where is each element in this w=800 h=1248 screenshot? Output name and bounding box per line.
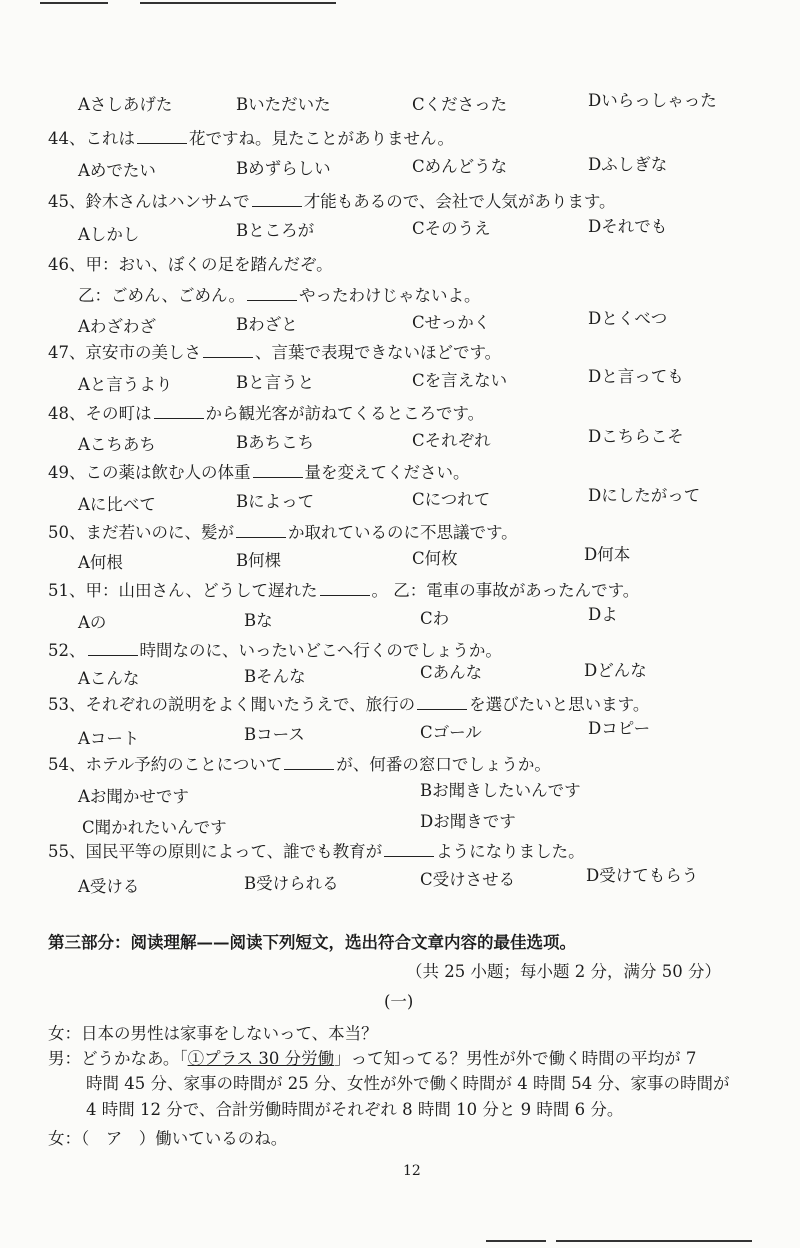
- q51-option-b: Bな: [244, 611, 273, 630]
- q49-option-a: Aに比べて: [78, 495, 156, 514]
- answer-blank: [253, 461, 303, 478]
- q54-option-d: Dお聞きです: [420, 812, 516, 831]
- q55-option-b: B受けられる: [244, 874, 339, 893]
- q51-option-a: Aの: [78, 613, 107, 632]
- q53-option-d: Dコピー: [588, 719, 651, 738]
- q51-option-c: Cわ: [420, 609, 450, 628]
- bottom-rule-right: [556, 1240, 752, 1242]
- q47-option-c: Cを言えない: [412, 371, 508, 390]
- answer-blank: [236, 521, 286, 538]
- answer-blank: [88, 639, 138, 656]
- page-number: 12: [403, 1163, 421, 1179]
- q55-option-d: D受けてもらう: [586, 866, 699, 885]
- q52-option-d: Dどんな: [584, 661, 647, 680]
- q48-option-c: Cそれぞれ: [412, 431, 491, 450]
- q45-option-d: Dそれでも: [588, 217, 668, 236]
- q55-option-c: C受けさせる: [420, 870, 516, 889]
- q45-option-a: Aしかし: [78, 225, 140, 244]
- q45-option-c: Cそのうえ: [412, 219, 491, 238]
- answer-blank: [384, 840, 434, 857]
- answer-blank: [137, 127, 187, 144]
- q49-stem: 49、この薬は飲む人の体重 量を変えてください。: [48, 463, 470, 482]
- q55-option-a: A受ける: [78, 877, 140, 896]
- q46-option-a: Aわざわざ: [78, 317, 156, 336]
- underlined-term: ①プラス 30 分労働: [187, 1049, 335, 1068]
- q44-stem: 44、これは 花ですね。見たことがありません。: [48, 129, 454, 148]
- answer-blank: [284, 753, 334, 770]
- q48-option-a: Aこちあち: [78, 435, 156, 454]
- q54-stem: 54、ホテル予約のことについて が、何番の窓口でしょうか。: [48, 755, 551, 774]
- q47-option-a: Aと言うより: [78, 375, 173, 394]
- q48-option-b: Bあちこち: [236, 433, 315, 452]
- q54-option-a: Aお聞かせです: [78, 787, 189, 806]
- q52-option-b: Bそんな: [244, 667, 306, 686]
- q54-option-c: C聞かれたいんです: [82, 818, 227, 837]
- q54-option-b: Bお聞きしたいんです: [420, 781, 581, 800]
- top-rule-left: [40, 2, 108, 4]
- q47-stem: 47、京安市の美しさ 、言葉で表現できないほどです。: [48, 343, 502, 362]
- q53-stem: 53、それぞれの説明をよく聞いたうえで、旅行の を選びたいと思います。: [48, 695, 650, 714]
- answer-blank: [203, 341, 253, 358]
- q43-option-b: Bいただいた: [236, 95, 331, 114]
- q50-option-a: A何根: [78, 553, 123, 572]
- section-3-title: 第三部分：阅读理解——阅读下列短文，选出符合文章内容的最佳选项。: [48, 933, 576, 952]
- dialog-line-1: 女：日本の男性は家事をしないって、本当？: [48, 1024, 378, 1043]
- q55-stem: 55、国民平等の原則によって、誰でも教育が ようになりました。: [48, 842, 585, 861]
- q49-option-d: Dにしたがって: [588, 486, 701, 505]
- q52-option-a: Aこんな: [78, 669, 140, 688]
- q53-option-c: Cゴール: [420, 723, 482, 742]
- q48-stem: 48、その町は から観光客が訪ねてくるところです。: [48, 404, 485, 423]
- dialog-line-2: 男：どうかなあ。「①プラス 30 分労働」って知ってる？男性が外で働く時間の平均が 7: [48, 1049, 697, 1068]
- q43-option-c: Cくださった: [412, 95, 508, 114]
- q45-stem: 45、鈴木さんはハンサムで 才能もあるので、会社で人気があります。: [48, 192, 616, 211]
- q46-stem-line2: 乙：ごめん、ごめん。 やったわけじゃないよ。: [78, 286, 481, 305]
- q44-option-d: Dふしぎな: [588, 155, 668, 174]
- q50-option-c: C何枚: [412, 549, 458, 568]
- q44-option-a: Aめでたい: [78, 161, 156, 180]
- q52-option-c: Cあんな: [420, 663, 483, 682]
- answer-blank: [320, 579, 370, 596]
- q48-option-d: Dこちらこそ: [588, 427, 684, 446]
- q53-option-b: Bコース: [244, 725, 305, 744]
- q46-stem: 46、甲：おい、ぼくの足を踏んだぞ。: [48, 255, 333, 274]
- dialog-line-3: 時間 45 分、家事の時間が 25 分、女性が外で働く時間が 4 時間 54 分、家事の時間が: [86, 1074, 730, 1093]
- q45-option-b: Bところが: [236, 221, 315, 240]
- section-3-note: （共 25 小题；每小题 2 分，满分 50 分）: [406, 962, 721, 981]
- dialog-line-4: 4 時間 12 分で、合計労働時間がそれぞれ 8 時間 10 分と 9 時間 6 分。: [86, 1100, 624, 1119]
- answer-blank: [154, 402, 204, 419]
- q47-option-b: Bと言うと: [236, 373, 315, 392]
- q53-option-a: Aコート: [78, 729, 140, 748]
- q50-option-b: B何棵: [236, 551, 282, 570]
- q43-option-a: Aさしあげた: [78, 95, 173, 114]
- bottom-rule-left: [486, 1240, 546, 1242]
- q52-stem: 52、 時間なのに、いったいどこへ行くのでしょうか。: [48, 641, 502, 660]
- answer-blank: [417, 693, 467, 710]
- q51-option-d: Dよ: [588, 605, 618, 624]
- passage-1-heading: (一): [384, 992, 414, 1011]
- answer-blank: [247, 284, 297, 301]
- q44-option-b: Bめずらしい: [236, 159, 331, 178]
- top-rule-right: [140, 2, 336, 4]
- q46-option-b: Bわざと: [236, 315, 298, 334]
- q51-stem: 51、甲：山田さん、どうして遅れた 。 乙：電車の事故があったんです。: [48, 581, 640, 600]
- q44-option-c: Cめんどうな: [412, 157, 508, 176]
- q50-stem: 50、まだ若いのに、髪が か取れているのに不思議です。: [48, 523, 518, 542]
- q49-option-c: Cにつれて: [412, 490, 491, 509]
- answer-blank: [252, 190, 302, 207]
- q47-option-d: Dと言っても: [588, 367, 684, 386]
- q43-option-d: Dいらっしゃった: [588, 91, 717, 110]
- dialog-line-5: 女：（ ア ）働いているのね。: [48, 1129, 288, 1148]
- q49-option-b: Bによって: [236, 492, 315, 511]
- q46-option-c: Cせっかく: [412, 313, 491, 332]
- q46-option-d: Dとくべつ: [588, 309, 668, 328]
- q50-option-d: D何本: [584, 545, 631, 564]
